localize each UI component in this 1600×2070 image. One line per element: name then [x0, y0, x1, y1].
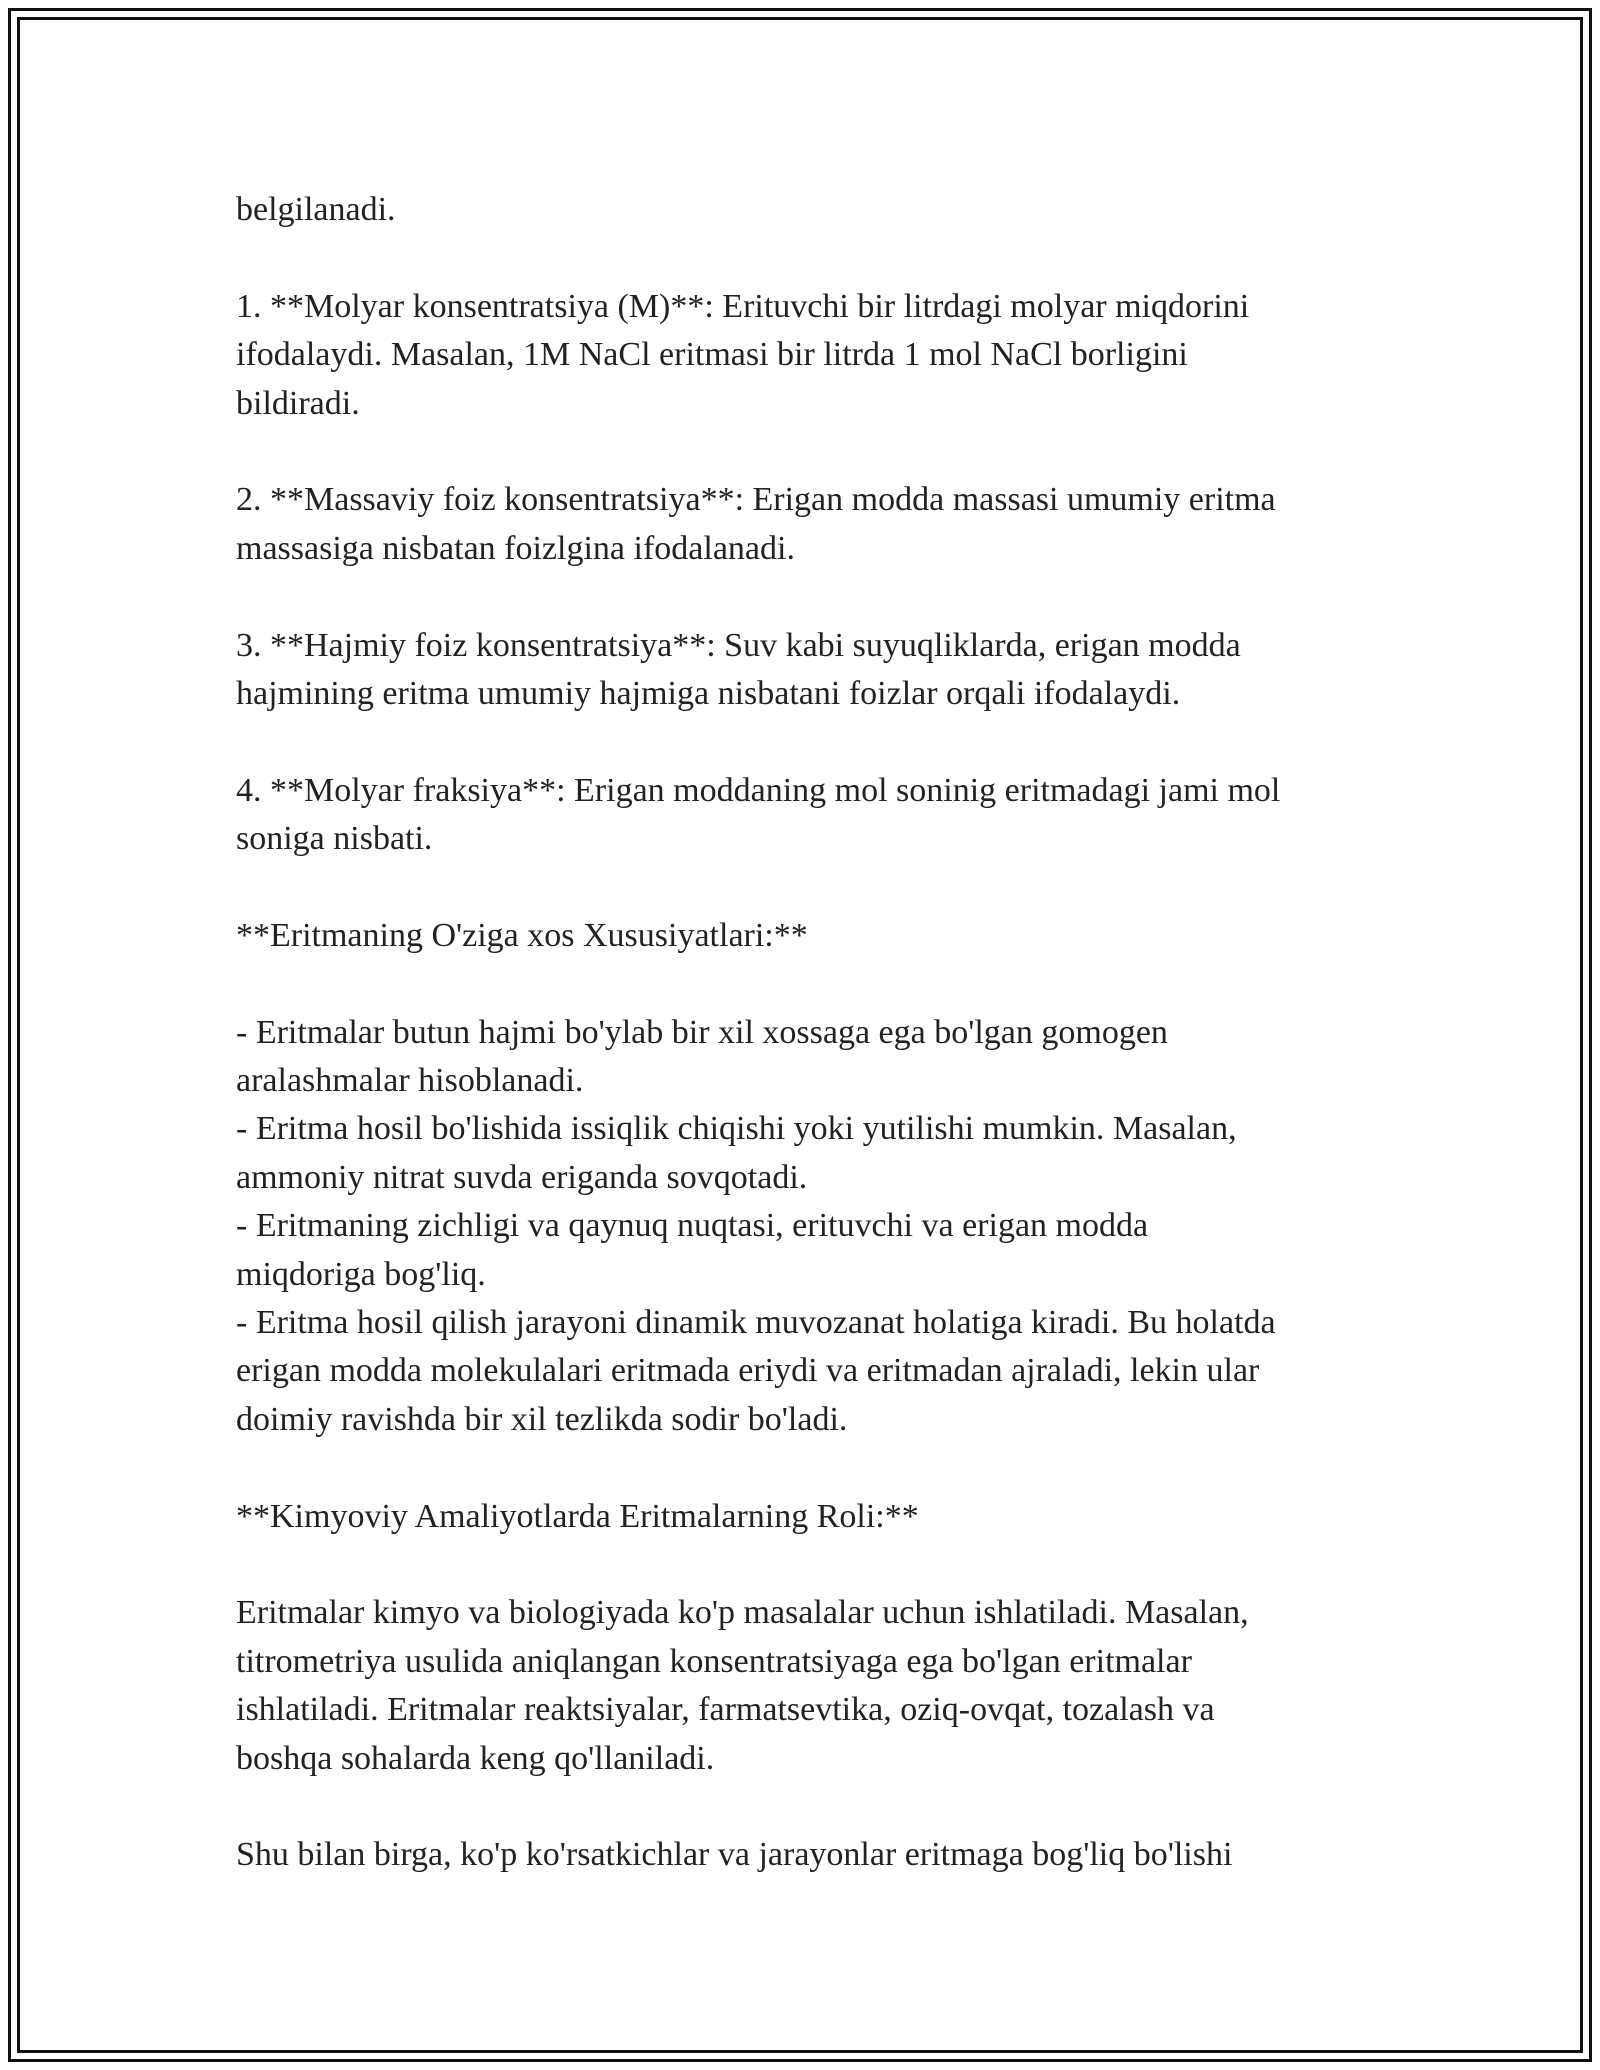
text-line: Shu bilan birga, ko'p ko'rsatkichlar va jarayonlar eritmaga bog'liq bo'lishi: [236, 1836, 1233, 1874]
text-line: hajmining eritma umumiy hajmiga nisbatani foizlar orqali ifodalaydi.: [236, 674, 1181, 712]
text-line: belgilanadi.: [236, 191, 396, 228]
text-line: 2. **Massaviy foiz konsentratsiya**: Erigan modda massasi umumiy eritma: [236, 481, 1276, 519]
text-line: ishlatiladi. Eritmalar reaktsiyalar, farmatsevtika, oziq-ovqat, tozalash va: [236, 1691, 1215, 1729]
text-line: - Eritmalar butun hajmi bo'ylab bir xil xossaga ega bo'lgan gomogen: [236, 1013, 1168, 1051]
text-line: miqdoriga bog'liq.: [236, 1255, 486, 1293]
text-line: titrometriya usulida aniqlangan konsentratsiyaga ega bo'lgan eritmalar: [236, 1642, 1192, 1680]
text-line: [236, 1444, 1386, 1492]
text-line: ifodalaydi. Masalan, 1M NaCl eritmasi bir litrda 1 mol NaCl borligini: [236, 336, 1188, 374]
text-line: 1. **Molyar konsentratsiya (M)**: Erituvchi bir litrdagi molyar miqdorini: [236, 287, 1250, 325]
text-line: [236, 234, 1386, 282]
text-line: [236, 428, 1386, 476]
text-line: - Eritma hosil qilish jarayoni dinamik muvozanat holatiga kiradi. Bu holatda: [236, 1303, 1276, 1341]
text-line: erigan modda molekulalari eritmada eriydi va eritmadan ajraladi, lekin ular: [236, 1352, 1260, 1390]
text-line: [236, 718, 1386, 766]
text-line: 3. **Hajmiy foiz konsentratsiya**: Suv kabi suyuqliklarda, erigan modda: [236, 626, 1241, 664]
text-line: ammoniy nitrat suvda eriganda sovqotadi.: [236, 1158, 808, 1196]
document-body: [236, 186, 1386, 1880]
text-line: [236, 1783, 1386, 1831]
text-line: aralashmalar hisoblanadi.: [236, 1062, 584, 1100]
text-line: [236, 1541, 1386, 1589]
text-line: - Eritmaning zichligi va qaynuq nuqtasi, erituvchi va erigan modda: [236, 1207, 1149, 1245]
text-line: **Eritmaning O'ziga xos Xususiyatlari:**: [236, 916, 808, 954]
text-line: 4. **Molyar fraksiya**: Erigan moddaning mol soninig eritmadagi jami mol: [236, 771, 1281, 809]
text-line: massasiga nisbatan foizlgina ifodalanadi.: [236, 529, 795, 567]
text-line: doimiy ravishda bir xil tezlikda sodir bo'ladi.: [236, 1400, 848, 1438]
text-line: boshqa sohalarda keng qo'llaniladi.: [236, 1739, 715, 1777]
text-line: Eritmalar kimyo va biologiyada ko'p masalalar uchun ishlatiladi. Masalan,: [236, 1594, 1249, 1632]
text-line: soniga nisbati.: [236, 820, 433, 858]
text-line: - Eritma hosil bo'lishida issiqlik chiqishi yoki yutilishi mumkin. Masalan,: [236, 1110, 1237, 1148]
text-line: [236, 863, 1386, 911]
text-line: **Kimyoviy Amaliyotlarda Eritmalarning Roli:**: [236, 1497, 919, 1535]
text-line: [236, 573, 1386, 621]
text-line: [236, 960, 1386, 1008]
text-line: bildiradi.: [236, 384, 360, 422]
